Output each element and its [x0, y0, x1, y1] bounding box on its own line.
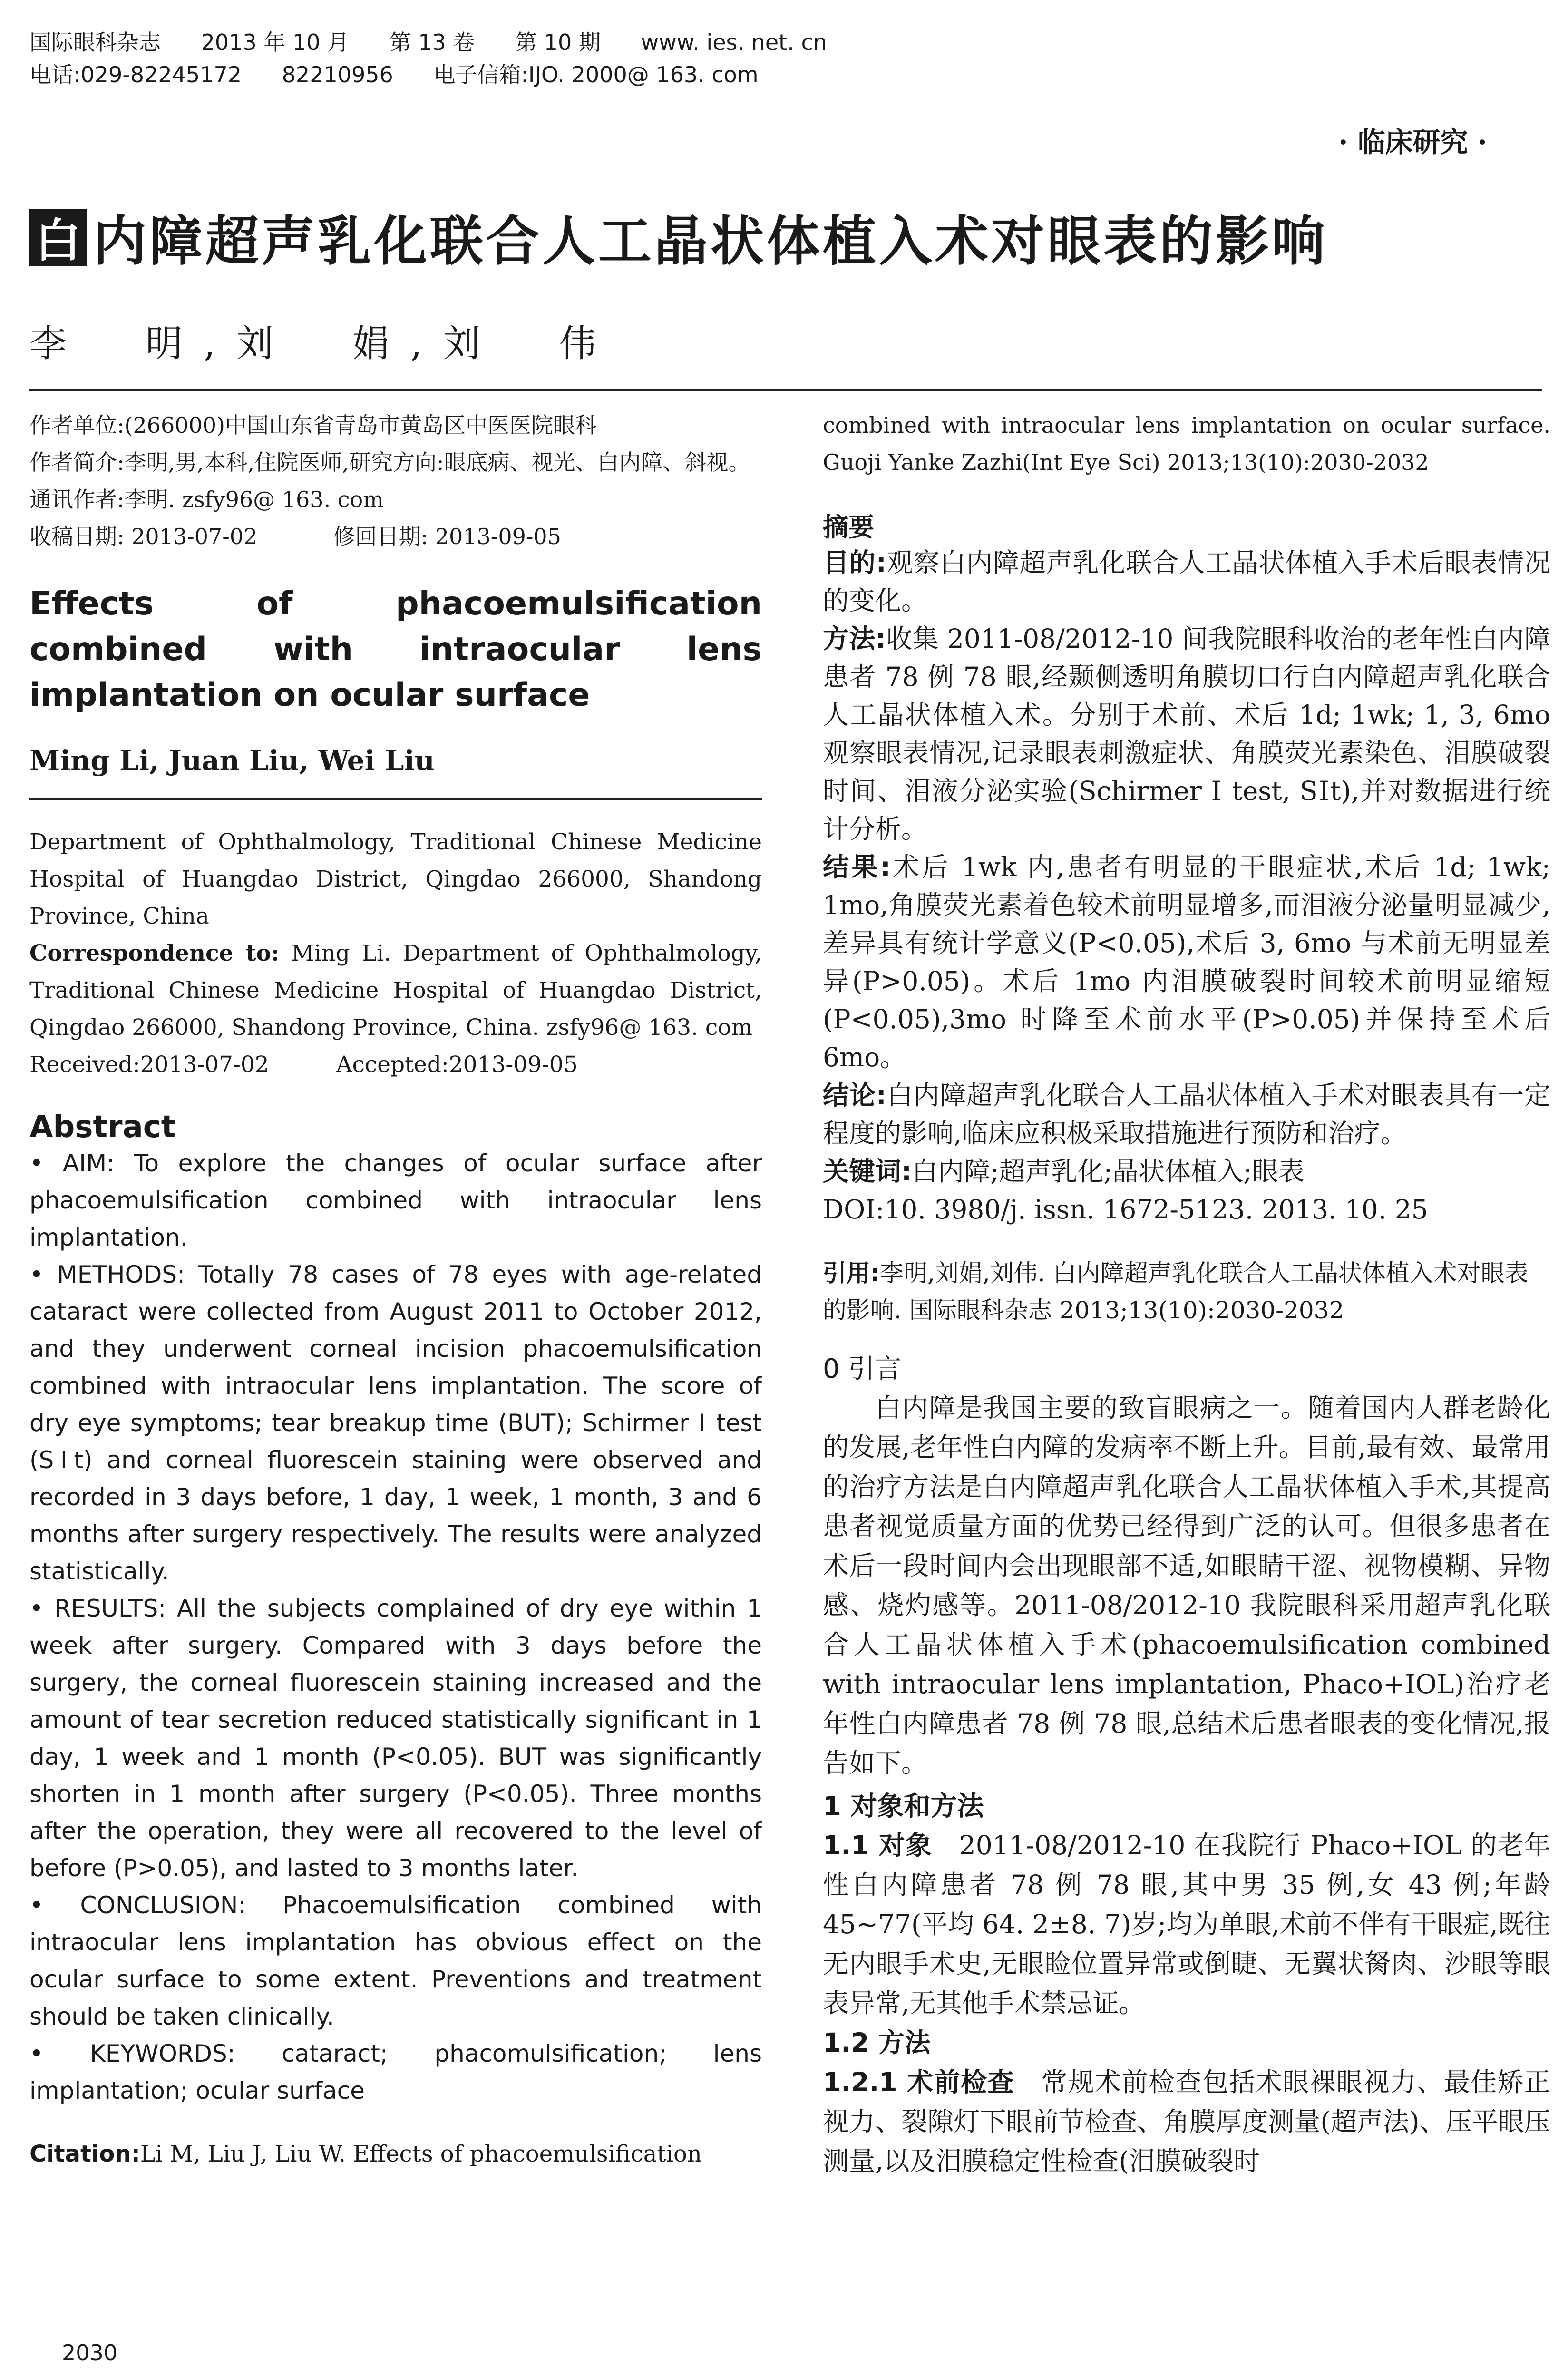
affiliation: [29, 824, 762, 1083]
intro-paragraph: 白内障是我国主要的致盲眼病之一。随着国内人群老龄化的发展,老年性白内障的发病率不断上升。目前,最有效、最常用的治疗方法是白内障超声乳化联合人工晶状体植入手术,其提高患者视觉质量方面的优势已经得到广泛的认可。但很多患者在术后一段时间内会出现眼部不适,如眼睛干涩、视物模糊、异物感、烧灼感等。2011-08/2012-10 我院眼科采用超声乳化联合人工晶状体植入手术(phacoemulsification combined with intraocular lens implantation, Phaco+IOL)治疗老年性白内障患者 78 例 78 眼,总结术后患者眼表的变化情况,报告如下。: [823, 1393, 1550, 1778]
aim-label: 目的:: [823, 547, 886, 578]
keywords-text: 白内障;超声乳化;晶状体植入;眼表: [912, 1156, 1305, 1187]
subsection-1-1-text: 2011-08/2012-10 在我院行 Phaco+IOL 的老年性白内障患者 78 例 78 眼,其中男 35 例,女 43 例;年龄 45~77(平均 64. 2±8. 7)岁;均为单眼,术前不伴有干眼症,既往无内眼手术史,无眼睑位置异常或倒睫、无翼状胬肉、沙眼等眼表异常,无其他手术禁忌证。: [823, 1830, 1550, 2018]
issue: 第 10 期: [515, 29, 601, 55]
methods-label: 方法:: [823, 623, 886, 654]
abstract-aim: • AIM: To explore the changes of ocular surface after phacoemulsification combined with intraocular lens implantation.: [29, 1150, 762, 1251]
abstract-heading: Abstract: [29, 1110, 176, 1145]
intro-heading: 0 引言: [823, 1354, 902, 1384]
abstract-zh-results: [823, 848, 1550, 1076]
citation-zh-label: 引用:: [823, 1259, 880, 1287]
citation-continued: combined with intraocular lens implantation on ocular surface. Guoji Yanke Zazhi(Int Eye Sci) 2013;13(10):2030-2032: [823, 412, 1550, 475]
citation-en: [29, 2135, 762, 2172]
title-text: 内障超声乳化联合人工晶状体植入术对眼表的影响: [93, 211, 1328, 273]
english-authors: Ming Li, Juan Liu, Wei Liu: [29, 744, 435, 777]
subsection-1-2-1: [823, 2063, 1550, 2181]
abstract-zh-keywords: [823, 1152, 1550, 1190]
methods-text: 收集 2011-08/2012-10 间我院眼科收治的老年性白内障患者 78 例 78 眼,经颞侧透明角膜切口行白内障超声乳化联合人工晶状体植入术。分别于术前、术后 1d; 1wk; 1, 3, 6mo 观察眼表情况,记录眼表刺激症状、角膜荧光素染色、泪膜破裂时间、泪液分泌实验(Schirmer Ⅰ test, SⅠt),并对数据进行统计分析。: [823, 623, 1551, 844]
corresponding-author: 通讯作者:李明. zsfy96@ 163. com: [29, 487, 384, 512]
intro-body: [823, 1388, 1550, 1783]
citation-zh-text: 李明,刘娟,刘伟. 白内障超声乳化联合人工晶状体植入术对眼表的影响. 国际眼科杂志 2013;13(10):2030-2032: [823, 1259, 1529, 1324]
methods-body: [823, 1826, 1550, 2181]
received-date: 收稿日期: 2013-07-02: [29, 524, 258, 549]
authors-zh: 李 明,刘 娟,刘 伟: [29, 322, 617, 365]
citation-text: Li M, Liu J, Liu W. Effects of phacoemulsification: [140, 2141, 702, 2167]
abstract-results: • RESULTS: All the subjects complained of dry eye within 1 week after surgery. Compared with 3 days before the surgery, the corneal fluorescein staining increased and the amount of tear secretion reduced statistically significant in 1 day, 1 week and 1 month (P<0.05). BUT was significantly shorten in 1 month after surgery (P<0.05). Three months after the operation, they were all recovered to the level of before (P>0.05), and lasted to 3 months later.: [29, 1595, 762, 1882]
volume: 第 13 卷: [389, 29, 475, 55]
phone-2: 82210956: [282, 62, 393, 88]
conclusion-text: 白内障超声乳化联合人工晶状体植入手术对眼表具有一定程度的影响,临床应积极采取措施进行预防和治疗。: [823, 1080, 1550, 1149]
author-info: [29, 407, 762, 555]
journal-name: 国际眼科杂志: [29, 29, 161, 55]
abstract-zh-aim: [823, 544, 1550, 620]
dates-en: Received:2013-07-02 Accepted:2013-09-05: [29, 1052, 578, 1078]
correspondence: [29, 935, 762, 1046]
keywords-label: 关键词:: [823, 1156, 912, 1187]
methods-heading: [823, 1788, 1550, 1826]
methods-heading-text: 1 对象和方法: [823, 1791, 984, 1822]
phone: 电话:029-82245172: [29, 62, 242, 88]
dates-zh: [29, 518, 762, 555]
left-column: [29, 407, 762, 2172]
article-title: [29, 199, 1542, 275]
abstract-zh-methods: [823, 620, 1550, 848]
running-header: [29, 26, 1542, 91]
subsection-1-1: [823, 1826, 1550, 2023]
results-label: 结果:: [823, 852, 891, 882]
abstract-keywords: • KEYWORDS: cataract; phacomulsification; lens implantation; ocular surface: [29, 2040, 762, 2104]
abstract-en: [29, 1145, 762, 2109]
page-number: 2030: [62, 2340, 118, 2366]
correspondence-text: Ming Li. Department of Ophthalmology, Traditional Chinese Medicine Hospital of Huangdao District, Qingdao 266000, Shandong Province, China. zsfy96@ 163. com: [29, 940, 762, 1041]
author-divider: [29, 798, 762, 800]
abstract-methods: • METHODS: Totally 78 cases of 78 eyes with age-related cataract were collected from August 2011 to October 2012, and they underwent corneal incision phacoemulsification combined with intraocular lens implantation. The score of dry eye symptoms; tear breakup time (BUT); Schirmer Ⅰ test (SⅠt) and corneal fluorescein staining were observed and recorded in 3 days before, 1 day, 1 week, 1 month, 3 and 6 months after surgery respectively. The results were analyzed statistically.: [29, 1261, 762, 1585]
english-title: Effects of phacoemulsification combined with intraocular lens implantation on ocular surface: [29, 585, 762, 714]
abstract-conclusion: • CONCLUSION: Phacoemulsification combined with intraocular lens implantation has obvious effect on the ocular surface to some extent. Preventions and treatment should be taken clinically.: [29, 1891, 762, 2030]
website-link[interactable]: www. ies. net. cn: [641, 29, 827, 55]
citation-zh: [823, 1255, 1550, 1329]
correspondence-label: Correspondence to:: [29, 940, 280, 966]
revised-date: 修回日期: 2013-09-05: [333, 524, 561, 549]
section-label: · 临床研究 ·: [1338, 126, 1487, 158]
affiliation-dept: Department of Ophthalmology, Traditional Chinese Medicine Hospital of Huangdao District, Qingdao 266000, Shandong Province, China: [29, 829, 762, 929]
subsection-1-1-label: 1.1 对象: [823, 1830, 933, 1861]
subsection-1-2: [823, 2023, 1550, 2063]
right-column: [823, 407, 1550, 2181]
abstract-zh-heading: 摘要: [823, 512, 874, 542]
author-bio: 作者简介:李明,男,本科,住院医师,研究方向:眼底病、视光、白内障、斜视。: [29, 449, 750, 475]
email-link[interactable]: 电子信箱:IJO. 2000@ 163. com: [433, 62, 759, 88]
abstract-zh-conclusion: [823, 1076, 1550, 1152]
author-unit: 作者单位:(266000)中国山东省青岛市黄岛区中医医院眼科: [29, 412, 597, 438]
results-text: 术后 1wk 内,患者有明显的干眼症状,术后 1d; 1wk; 1mo,角膜荧光素着色较术前明显增多,而泪液分泌量明显减少,差异具有统计学意义(P<0.05),术后 3, 6mo 与术前无明显差异(P>0.05)。术后 1mo 内泪膜破裂时间较术前明显缩短(P<0.05),3mo 时降至术前水平(P>0.05)并保持至术后 6mo。: [823, 852, 1550, 1072]
subsection-1-2-label: 1.2 方法: [823, 2027, 931, 2058]
title-divider: [29, 389, 1542, 391]
subsection-1-2-1-text: 常规术前检查包括术眼裸眼视力、最佳矫正视力、裂隙灯下眼前节检查、角膜厚度测量(超声法)、压平眼压测量,以及泪膜稳定性检查(泪膜破裂时: [823, 2067, 1550, 2176]
issue-date: 2013 年 10 月: [201, 29, 350, 55]
title-boxed-char: 白: [29, 209, 87, 266]
subsection-1-2-1-label: 1.2.1 术前检查: [823, 2067, 1014, 2097]
abstract-zh: [823, 544, 1550, 1228]
conclusion-label: 结论:: [823, 1080, 886, 1111]
doi-link[interactable]: DOI:10. 3980/j. issn. 1672-5123. 2013. 10. 25: [823, 1194, 1428, 1225]
citation-label: Citation:: [29, 2141, 140, 2167]
aim-text: 观察白内障超声乳化联合人工晶状体植入手术后眼表情况的变化。: [823, 547, 1550, 616]
